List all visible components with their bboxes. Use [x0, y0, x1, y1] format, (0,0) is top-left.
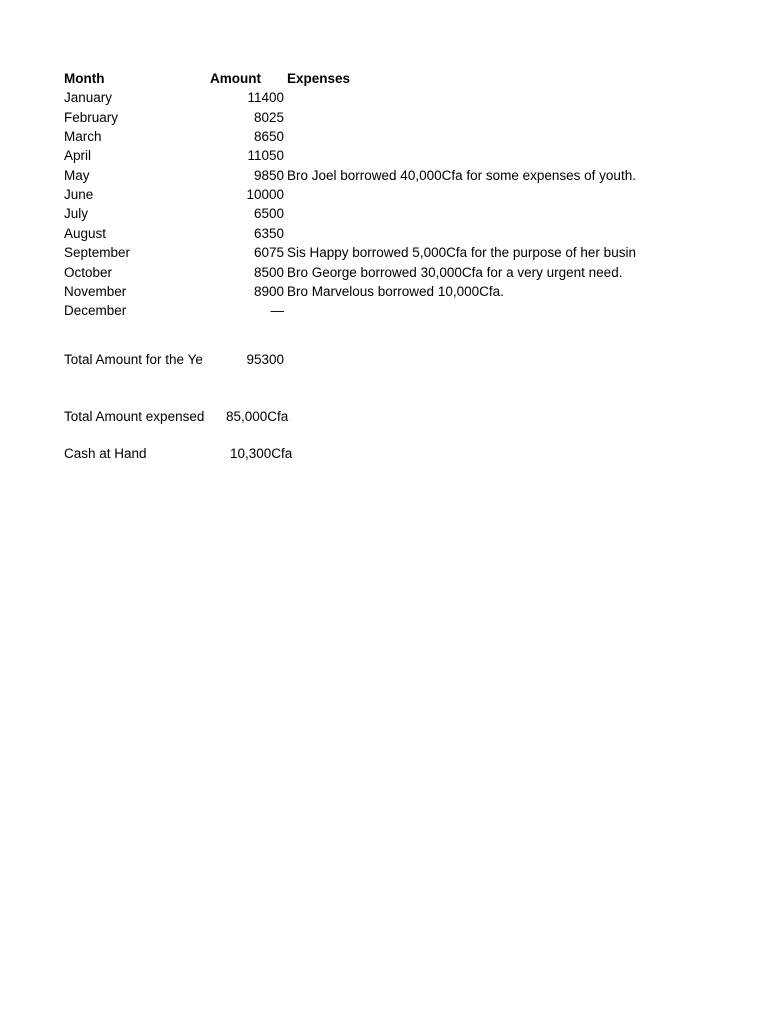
table-row [0, 263, 768, 282]
month-cell: February [64, 109, 119, 125]
amount-cell: 6350 [253, 225, 284, 241]
amount-cell: 11050 [247, 148, 284, 163]
amount-cell: 8500 [253, 264, 284, 280]
month-cell: October [64, 264, 113, 280]
amount-cell: 8650 [253, 129, 284, 144]
table-row [0, 88, 768, 107]
amount-cell: 9850 [253, 167, 284, 183]
month-cell: November [64, 283, 127, 299]
month-cell: January [64, 90, 113, 105]
month-cell: August [64, 225, 107, 241]
table-row [0, 146, 768, 165]
amount-cell: 8025 [253, 109, 284, 125]
amount-cell: 11400 [247, 90, 284, 105]
amount-cell: 10000 [246, 187, 284, 202]
month-cell: September [64, 245, 131, 260]
total-year-row [0, 350, 768, 369]
table-row [0, 108, 768, 127]
month-cell: March [64, 129, 102, 144]
cash-at-hand-value: 10,300Cfa [230, 445, 293, 461]
table-row [0, 166, 768, 185]
header-row [0, 69, 768, 88]
table-row [0, 282, 768, 301]
cash-at-hand-row [0, 444, 768, 463]
table-row [0, 243, 768, 262]
expenses-header: Expenses [287, 71, 351, 86]
month-cell: July [64, 206, 89, 221]
total-expensed-value: 85,000Cfa [226, 408, 289, 424]
month-header: Month [64, 71, 105, 86]
table-row [0, 204, 768, 223]
expense-cell: Bro Joel borrowed 40,000Cfa for some expenses of youth. [287, 167, 636, 183]
total-year-value: 95300 [246, 351, 284, 367]
amount-cell: 8900 [253, 283, 284, 299]
table-row [0, 127, 768, 146]
month-cell: April [64, 148, 92, 163]
month-cell: June [64, 187, 94, 202]
amount-cell: — [270, 303, 284, 318]
table-row [0, 301, 768, 320]
amount-header: Amount [210, 71, 261, 86]
month-cell: December [64, 303, 127, 318]
expense-cell: Sis Happy borrowed 5,000Cfa for the purpose of her busin [287, 245, 636, 260]
amount-cell: 6500 [253, 206, 284, 221]
month-cell: May [64, 167, 90, 183]
expense-cell: Bro Marvelous borrowed 10,000Cfa. [287, 283, 504, 299]
total-year-label: Total Amount for the Ye [64, 351, 203, 367]
cash-at-hand-label: Cash at Hand [64, 445, 147, 461]
amount-cell: 6075 [253, 245, 284, 260]
expense-cell: Bro George borrowed 30,000Cfa for a very urgent need. [287, 264, 623, 280]
total-expensed-row [0, 407, 768, 426]
table-row [0, 224, 768, 243]
table-row [0, 185, 768, 204]
total-expensed-label: Total Amount expensed [64, 408, 205, 424]
